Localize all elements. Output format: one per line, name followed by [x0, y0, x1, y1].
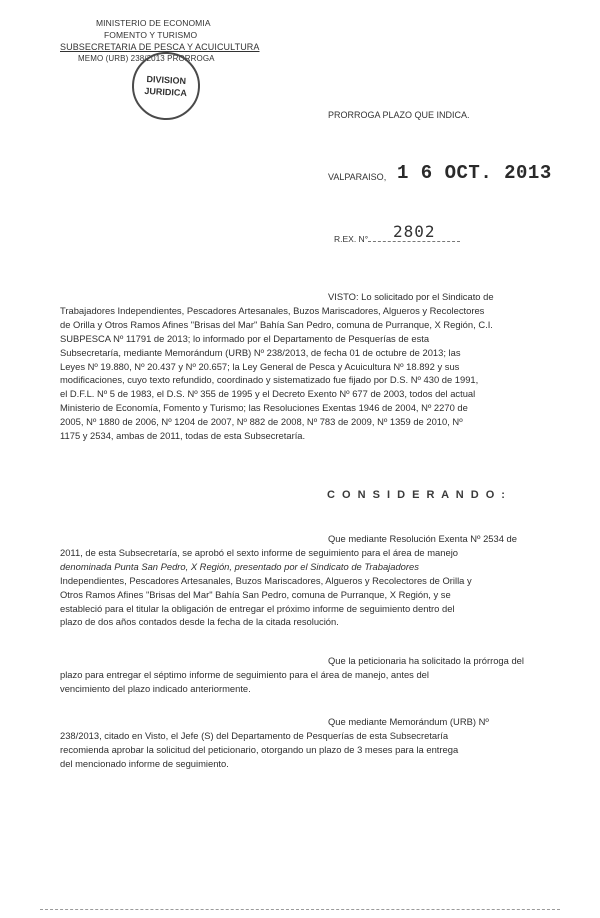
visto-line: 1175 y 2534, ambas de 2011, todas de esta Subsecretaría. [60, 430, 306, 442]
visto-line: modificaciones, cuyo texto refundido, coordinado y sistematizado fue fijado por D.S. Nº 430 de 1991, [60, 374, 479, 386]
place-label: VALPARAISO, [328, 172, 387, 182]
footer-divider [40, 909, 560, 910]
paragraph-line: plazo para entregar el séptimo informe de seguimiento para el área de manejo, antes del [60, 668, 429, 680]
visto-line: 2005, Nº 1880 de 2006, Nº 1204 de 2007, Nº 882 de 2008, Nº 783 de 2009, Nº 1359 de 2010, Nº [60, 416, 463, 428]
considerando-heading: C O N S I D E R A N D O : [327, 489, 507, 501]
visto-line: Ministerio de Economía, Fomento y Turismo; las Resoluciones Exentas 1946 de 2004, Nº 2270 de [60, 402, 468, 414]
resolution-prefix: R.EX. N° [334, 234, 369, 244]
paragraph-line: Que mediante Memorándum (URB) Nº [328, 716, 489, 727]
visto-line: Trabajadores Independientes, Pescadores Artesanales, Buzos Mariscadores, Algueros y Recolectores [60, 304, 485, 316]
paragraph-line: plazo de dos años contados desde la fecha de la citada resolución. [60, 616, 339, 628]
paragraph-line: 238/2013, citado en Visto, el Jefe (S) del Departamento de Pesquerías de esta Subsecretaría [60, 729, 449, 741]
visto-line: Leyes Nº 19.880, Nº 20.437 y Nº 20.657; la Ley General de Pesca y Acuicultura Nº 18.892 y sus [60, 360, 460, 372]
paragraph-line: Independientes, Pescadores Artesanales, Buzos Mariscadores, Algueros y Recolectores de Orilla y [60, 574, 472, 586]
considerando-paragraph-1 [60, 532, 540, 629]
paragraph-line: 2011, de esta Subsecretaría, se aprobó el sexto informe de seguimiento para el área de manejo [60, 546, 458, 558]
paragraph-line: del mencionado informe de seguimiento. [60, 757, 229, 769]
considerando-paragraph-2 [60, 654, 540, 696]
visto-paragraph [60, 290, 540, 443]
resolution-number-line [368, 241, 460, 242]
paragraph-line: Otros Ramos Afines "Brisas del Mar" Bahía San Pedro, comuna de Purranque, X Región, y se [60, 588, 451, 600]
ministry-line: MINISTERIO DE ECONOMIA [96, 18, 211, 28]
memo-reference: MEMO (URB) 238/2013 PRORROGA [78, 54, 215, 63]
stamp-line-2: JURIDICA [144, 85, 188, 99]
subsecretaria-line: SUBSECRETARIA DE PESCA Y ACUICULTURA [60, 42, 260, 52]
paragraph-line: estableció para el titular la obligación de entregar el próximo informe de seguimiento dentro del [60, 602, 455, 614]
visto-line: de Orilla y Otros Ramos Afines "Brisas del Mar" Bahía San Pedro, comuna de Purranque, X Región, C.I. [60, 318, 493, 330]
stamp-line-1: DIVISION [146, 73, 187, 87]
resolution-number: 2802 [393, 222, 436, 241]
paragraph-line: vencimiento del plazo indicado anteriormente. [60, 682, 251, 694]
ministry-subline: FOMENTO Y TURISMO [104, 30, 198, 40]
issue-date: 1 6 OCT. 2013 [397, 162, 552, 184]
paragraph-line: Que mediante Resolución Exenta Nº 2534 de [328, 533, 517, 544]
paragraph-line: denominada Punta San Pedro, X Región, presentado por el Sindicato de Trabajadores [60, 560, 419, 572]
paragraph-line: recomienda aprobar la solicitud del peticionario, otorgando un plazo de 3 meses para la entrega [60, 743, 459, 755]
subject-line: PRORROGA PLAZO QUE INDICA. [328, 110, 470, 120]
visto-line: SUBPESCA Nº 11791 de 2013; lo informado por el Departamento de Pesquerías de esta [60, 332, 430, 344]
visto-line: Subsecretaría, mediante Memorándum (URB) Nº 238/2013, de fecha 01 de octubre de 2013; las [60, 346, 461, 358]
paragraph-line: Que la peticionaria ha solicitado la prórroga del [328, 655, 524, 666]
visto-line: el D.F.L. Nº 5 de 1983, el D.S. Nº 355 de 1995 y el Decreto Exento Nº 677 de 2003, todos del actual [60, 388, 476, 400]
visto-line: VISTO: Lo solicitado por el Sindicato de [328, 291, 494, 302]
considerando-paragraph-3 [60, 715, 540, 771]
